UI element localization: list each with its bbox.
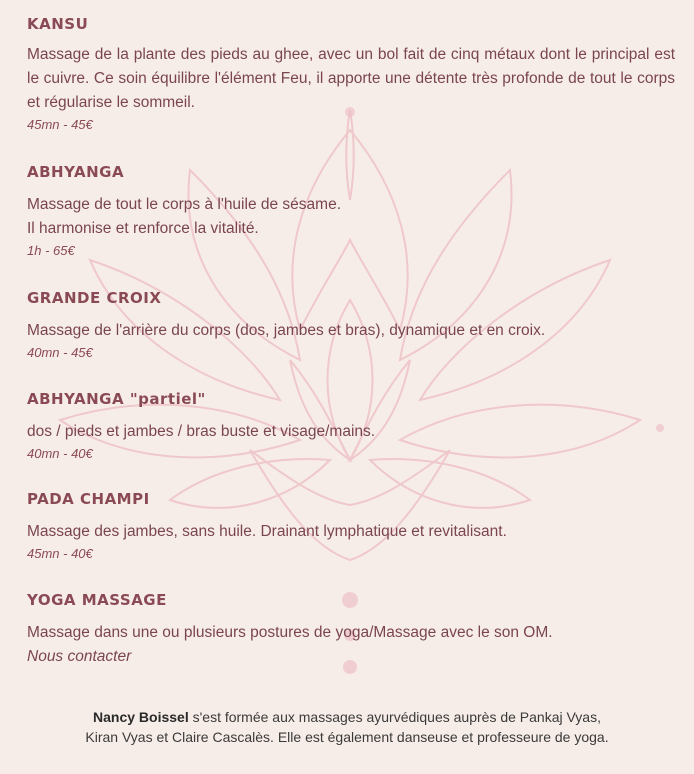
section-price: 45mn - 45€: [27, 117, 93, 132]
section-title: ABHYANGA: [27, 163, 125, 181]
section-price: 40mn - 45€: [27, 345, 93, 360]
section-price: 45mn - 40€: [27, 546, 93, 561]
section-description: Massage de l'arrière du corps (dos, jambes et bras), dynamique et en croix.: [27, 322, 546, 339]
section-description: Massage dans une ou plusieurs postures de yoga/Massage avec le son OM.: [27, 624, 553, 641]
section-pada-champi: [27, 490, 675, 563]
section-description: Massage de la plante des pieds au ghee, avec un bol fait de cinq métaux dont le principal est le cuivre. Ce soin équilibre l'élément Feu, il apporte une détente très profonde de tout le corps et régularise le sommeil.: [27, 46, 675, 111]
section-title: ABHYANGA "partiel": [27, 390, 206, 408]
section-title: PADA CHAMPI: [27, 490, 150, 508]
section-abhyanga-partiel: [27, 390, 675, 463]
bio-text: s'est formée aux massages ayurvédiques auprès de Pankaj Vyas,: [188, 709, 601, 725]
section-description: Massage des jambes, sans huile. Drainant lymphatique et revitalisant.: [27, 523, 507, 540]
contact-note: Nous contacter: [27, 648, 132, 665]
section-abhyanga: [27, 163, 675, 260]
section-price: 40mn - 40€: [27, 446, 93, 461]
practitioner-name: Nancy Boissel: [93, 709, 189, 725]
section-yoga-massage: [27, 591, 675, 669]
section-description: dos / pieds et jambes / bras buste et visage/mains.: [27, 423, 376, 440]
section-price: 1h - 65€: [27, 243, 75, 258]
section-grande-croix: [27, 289, 675, 362]
section-title: GRANDE CROIX: [27, 289, 162, 307]
section-description: Il harmonise et renforce la vitalité.: [27, 220, 259, 237]
practitioner-bio: [20, 707, 674, 747]
section-title: YOGA MASSAGE: [27, 591, 167, 609]
bio-line-2: Kiran Vyas et Claire Cascalès. Elle est également danseuse et professeure de yoga.: [85, 729, 609, 745]
section-kansu: [27, 15, 675, 134]
bio-line-1: [20, 707, 674, 727]
section-title: KANSU: [27, 15, 89, 33]
section-description: Massage de tout le corps à l'huile de sésame.: [27, 196, 341, 213]
